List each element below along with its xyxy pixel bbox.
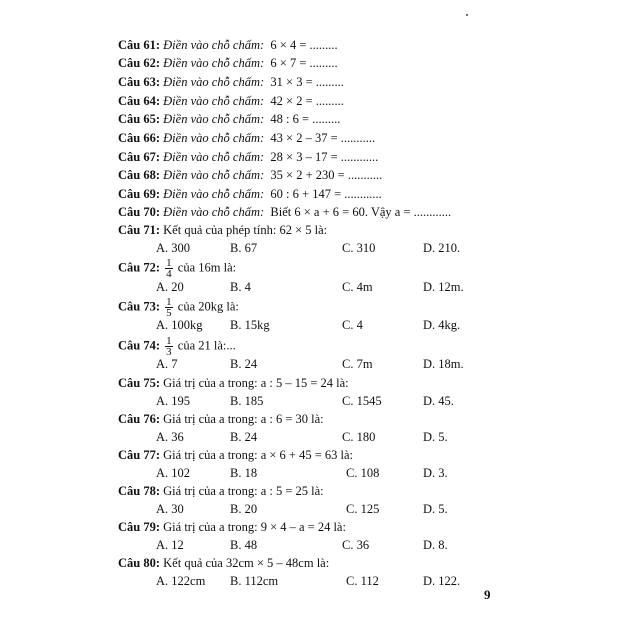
- option-d: D. 4kg.: [423, 318, 461, 332]
- option-b: B. 48: [230, 538, 258, 552]
- option-b: B. 67: [230, 241, 258, 255]
- question-64: [118, 94, 344, 108]
- option-c: C. 310: [342, 241, 376, 255]
- option-a: A. 20: [156, 280, 184, 294]
- question-prompt: Kết quả của phép tính: 62 × 5 là:: [163, 223, 328, 237]
- option-d: D. 8.: [423, 538, 448, 552]
- question-label: Câu 68:: [118, 168, 161, 182]
- question-expression: 28 × 3 – 17 = ............: [270, 150, 379, 164]
- question-65: [118, 112, 340, 126]
- option-a: A. 122cm: [156, 574, 206, 588]
- question-prompt: của 20kg là:: [177, 299, 239, 314]
- question-label: Câu 73:: [118, 299, 161, 314]
- question-79: [118, 520, 346, 534]
- question-instruction: Điền vào chỗ chấm:: [163, 75, 265, 89]
- question-label: Câu 70:: [118, 205, 161, 219]
- question-74: [118, 336, 236, 357]
- option-c: C. 4: [342, 318, 363, 332]
- question-instruction: Điền vào chỗ chấm:: [163, 205, 265, 219]
- question-expression: 43 × 2 – 37 = ...........: [270, 131, 376, 145]
- fraction-denominator: 5: [166, 307, 172, 319]
- fraction: [165, 258, 173, 279]
- option-b: B. 4: [230, 280, 251, 294]
- option-c: C. 7m: [342, 357, 373, 371]
- question-label: Câu 61:: [118, 38, 161, 52]
- fraction-numerator: 1: [166, 257, 172, 269]
- option-a: A. 30: [156, 502, 184, 516]
- question-instruction: Điền vào chỗ chấm:: [163, 131, 265, 145]
- option-c: C. 180: [342, 430, 376, 444]
- option-b: B. 112cm: [230, 574, 279, 588]
- question-instruction: Điền vào chỗ chấm:: [163, 38, 265, 52]
- question-instruction: Điền vào chỗ chấm:: [163, 168, 265, 182]
- question-instruction: Điền vào chỗ chấm:: [163, 56, 265, 70]
- question-73: [118, 297, 239, 318]
- option-d: D. 5.: [423, 502, 448, 516]
- question-71: [118, 223, 327, 237]
- question-expression: 48 : 6 = .........: [270, 112, 341, 126]
- option-a: A. 36: [156, 430, 184, 444]
- option-a: A. 300: [156, 241, 191, 255]
- question-78: [118, 484, 324, 498]
- question-expression: 6 × 7 = .........: [270, 56, 338, 70]
- option-b: B. 24: [230, 357, 258, 371]
- question-expression: 60 : 6 + 147 = ............: [270, 187, 382, 201]
- option-d: D. 5.: [423, 430, 448, 444]
- option-a: A. 100kg: [156, 318, 203, 332]
- question-label: Câu 76:: [118, 412, 161, 426]
- question-label: Câu 78:: [118, 484, 161, 498]
- option-d: D. 122.: [423, 574, 461, 588]
- question-instruction: Điền vào chỗ chấm:: [163, 94, 265, 108]
- question-prompt: Giá trị của a trong: a : 5 = 25 là:: [163, 484, 324, 498]
- fraction-denominator: 4: [166, 268, 172, 280]
- option-c: C. 36: [342, 538, 370, 552]
- question-63: [118, 75, 344, 89]
- option-a: A. 102: [156, 466, 191, 480]
- question-70: [118, 205, 451, 219]
- question-label: Câu 69:: [118, 187, 161, 201]
- question-label: Câu 65:: [118, 112, 161, 126]
- option-b: B. 24: [230, 430, 258, 444]
- question-68: [118, 168, 382, 182]
- question-80: [118, 556, 329, 570]
- page-number: 9: [484, 587, 491, 602]
- option-c: C. 108: [346, 466, 380, 480]
- fraction-numerator: 1: [166, 335, 172, 347]
- question-label: Câu 63:: [118, 75, 161, 89]
- question-prompt: Giá trị của a trong: a : 6 = 30 là:: [163, 412, 324, 426]
- option-b: B. 18: [230, 466, 258, 480]
- option-c: C. 125: [346, 502, 380, 516]
- option-d: D. 3.: [423, 466, 448, 480]
- question-instruction: Điền vào chỗ chấm:: [163, 112, 265, 126]
- fraction: [165, 297, 173, 318]
- question-expression: 42 × 2 = .........: [270, 94, 344, 108]
- option-c: C. 1545: [342, 394, 382, 408]
- question-76: [118, 412, 324, 426]
- option-d: D. 210.: [423, 241, 461, 255]
- question-prompt: Giá trị của a trong: a : 5 – 15 = 24 là:: [163, 376, 349, 390]
- question-67: [118, 150, 378, 164]
- question-77: [118, 448, 353, 462]
- option-a: A. 195: [156, 394, 191, 408]
- fraction-denominator: 3: [166, 346, 172, 358]
- question-72: [118, 258, 236, 279]
- option-b: B. 185: [230, 394, 264, 408]
- scan-speck: [466, 14, 468, 16]
- question-instruction: Điền vào chỗ chấm:: [163, 187, 265, 201]
- question-label: Câu 64:: [118, 94, 161, 108]
- question-label: Câu 62:: [118, 56, 161, 70]
- question-75: [118, 376, 349, 390]
- option-d: D. 18m.: [423, 357, 464, 371]
- option-b: B. 20: [230, 502, 258, 516]
- option-d: D. 12m.: [423, 280, 464, 294]
- question-expression: 35 × 2 + 230 = ...........: [270, 168, 383, 182]
- question-prompt: Kết quả của 32cm × 5 – 48cm là:: [163, 556, 330, 570]
- question-expression: 31 × 3 = .........: [270, 75, 344, 89]
- question-69: [118, 187, 382, 201]
- option-a: A. 7: [156, 357, 178, 371]
- option-a: A. 12: [156, 538, 184, 552]
- question-label: Câu 74:: [118, 338, 161, 353]
- question-66: [118, 131, 375, 145]
- question-label: Câu 77:: [118, 448, 161, 462]
- question-prompt: của 21 là:...: [177, 338, 236, 353]
- question-label: Câu 72:: [118, 260, 161, 275]
- option-c: C. 112: [346, 574, 379, 588]
- question-62: [118, 56, 338, 70]
- question-prompt: Giá trị của a trong: a × 6 + 45 = 63 là:: [163, 448, 354, 462]
- question-expression: 6 × 4 = .........: [270, 38, 338, 52]
- option-b: B. 15kg: [230, 318, 270, 332]
- question-label: Câu 75:: [118, 376, 161, 390]
- option-d: D. 45.: [423, 394, 454, 408]
- question-label: Câu 71:: [118, 223, 161, 237]
- question-expression: Biết 6 × a + 6 = 60. Vậy a = ............: [270, 205, 452, 219]
- question-label: Câu 80:: [118, 556, 161, 570]
- question-prompt: của 16m là:: [177, 260, 237, 275]
- question-prompt: Giá trị của a trong: 9 × 4 – a = 24 là:: [163, 520, 346, 534]
- question-instruction: Điền vào chỗ chấm:: [163, 150, 265, 164]
- question-label: Câu 79:: [118, 520, 161, 534]
- option-c: C. 4m: [342, 280, 373, 294]
- fraction: [165, 336, 173, 357]
- fraction-numerator: 1: [166, 296, 172, 308]
- question-61: [118, 38, 338, 52]
- question-label: Câu 66:: [118, 131, 161, 145]
- question-label: Câu 67:: [118, 150, 161, 164]
